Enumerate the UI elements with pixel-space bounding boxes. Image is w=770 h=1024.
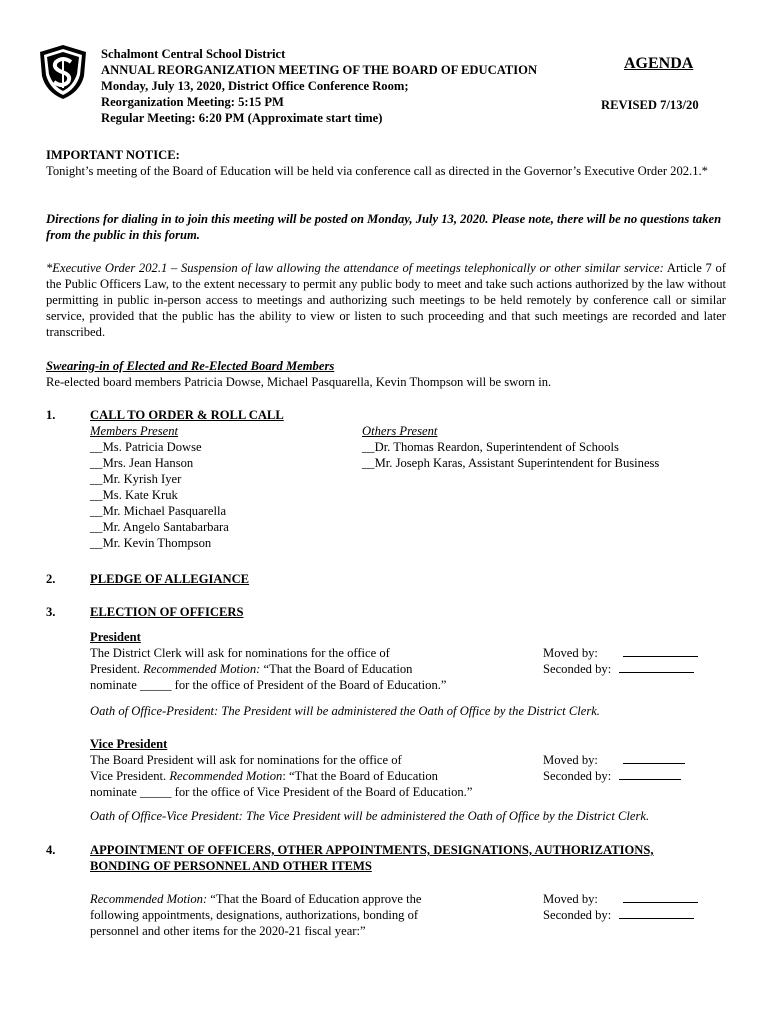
agenda-title: AGENDA	[624, 55, 694, 72]
notice-heading: IMPORTANT NOTICE:	[46, 148, 180, 162]
dialing-directions: Directions for dialing in to join this meeting will be posted on Monday, July 13, 2020. Please note, there will be no questions taken from the public in this forum.	[46, 212, 722, 242]
regular-meeting-time: Regular Meeting: 6:20 PM (Approximate start time)	[101, 111, 383, 125]
other-item: __Dr. Thomas Reardon, Superintendent of Schools	[362, 440, 619, 454]
president-heading: President	[90, 630, 141, 644]
executive-order	[46, 260, 726, 340]
revised-date: REVISED 7/13/20	[601, 98, 699, 112]
president-line-3: nominate _____ for the office of President of the Board of Education.”	[90, 678, 447, 692]
moved-by-label: Moved by:	[543, 892, 598, 906]
section-4-motion: Recommended Motion: “That the Board of Education approve the following appointments, designations, authorizations, bonding of personnel and other items for the 2020-21 fiscal year:”	[90, 892, 422, 938]
section-3-title: ELECTION OF OFFICERS	[90, 605, 244, 619]
president-moved-seconded	[543, 645, 698, 677]
section-1-number: 1.	[46, 408, 56, 422]
seconded-by-field	[619, 768, 681, 780]
district-name: Schalmont Central School District	[101, 47, 286, 61]
reorganization-time: Reorganization Meeting: 5:15 PM	[101, 95, 284, 109]
moved-by-field	[623, 752, 685, 764]
section-2-title: PLEDGE OF ALLEGIANCE	[90, 572, 250, 586]
swearing-in-heading: Swearing-in of Elected and Re-Elected Board Members	[46, 359, 335, 373]
member-item: __Ms. Patricia Dowse	[90, 440, 202, 454]
president-oath: Oath of Office-President: The President will be administered the Oath of Office by the District Clerk.	[90, 704, 600, 718]
seconded-by-label: Seconded by:	[543, 662, 612, 676]
vice-line-2: Vice President. Recommended Motion: “That the Board of Education	[90, 769, 438, 783]
section-2-number: 2.	[46, 572, 56, 586]
moved-by-field	[623, 891, 698, 903]
member-item: __Mrs. Jean Hanson	[90, 456, 194, 470]
vice-line-3: nominate _____ for the office of Vice President of the Board of Education.”	[90, 785, 473, 799]
document-header	[101, 46, 537, 126]
district-logo	[38, 44, 88, 100]
others-present-heading: Others Present	[362, 424, 438, 438]
moved-by-field	[623, 645, 698, 657]
important-notice	[46, 147, 726, 179]
seconded-by-label: Seconded by:	[543, 908, 612, 922]
meeting-date: Monday, July 13, 2020, District Office Conference Room;	[101, 79, 409, 93]
meeting-title: ANNUAL REORGANIZATION MEETING OF THE BOARD OF EDUCATION	[101, 63, 538, 77]
swearing-in	[46, 358, 726, 390]
vice-moved-seconded	[543, 752, 685, 784]
section-1-title: CALL TO ORDER & ROLL CALL	[90, 408, 284, 422]
executive-order-text: Article 7 of the Public Officers Law, to the extent necessary to permit any public body to meet and take such actions authorized by the law without permitting in public in-person access to meetings and authorizing such meetings to be held remotely by conference call or similar service, provided that the public has the ability to view or listen to such proceeding and that such meetings are recorded and later transcribed.	[46, 261, 726, 339]
member-item: __Mr. Michael Pasquarella	[90, 504, 227, 518]
member-item: __Ms. Kate Kruk	[90, 488, 178, 502]
president-line-1: The District Clerk will ask for nominations for the office of	[90, 646, 390, 660]
member-item: __Mr. Kyrish Iyer	[90, 472, 182, 486]
member-item: __Mr. Angelo Santabarbara	[90, 520, 229, 534]
president-block	[90, 629, 447, 693]
vice-president-oath: Oath of Office-Vice President: The Vice President will be administered the Oath of Office by the District Clerk.	[90, 809, 650, 823]
section-3-number: 3.	[46, 605, 56, 619]
other-item: __Mr. Joseph Karas, Assistant Superintendent for Business	[362, 456, 660, 470]
section-4-moved-seconded	[543, 891, 698, 923]
section-4-number: 4.	[46, 843, 56, 857]
members-present-heading: Members Present	[90, 424, 179, 438]
others-present	[362, 423, 659, 471]
president-line-2: President. Recommended Motion: “That the Board of Education	[90, 662, 413, 676]
vice-president-heading: Vice President	[90, 737, 168, 751]
moved-by-label: Moved by:	[543, 646, 598, 660]
section-4-title: APPOINTMENT OF OFFICERS, OTHER APPOINTMENTS, DESIGNATIONS, AUTHORIZATIONS, BONDING OF PERSONNEL AND OTHER ITEMS	[90, 843, 654, 873]
seconded-by-label: Seconded by:	[543, 769, 612, 783]
seconded-by-field	[619, 907, 694, 919]
moved-by-label: Moved by:	[543, 753, 598, 767]
vice-line-1: The Board President will ask for nominations for the office of	[90, 753, 402, 767]
executive-order-title: *Executive Order 202.1 – Suspension of law allowing the attendance of meetings telephonically or other similar service:	[46, 261, 664, 275]
vice-president-block	[90, 736, 472, 800]
notice-text: Tonight’s meeting of the Board of Education will be held via conference call as directed in the Governor’s Executive Order 202.1.*	[46, 164, 708, 178]
seconded-by-field	[619, 661, 694, 673]
swearing-in-text: Re-elected board members Patricia Dowse, Michael Pasquarella, Kevin Thompson will be sworn in.	[46, 375, 552, 389]
members-present	[90, 423, 229, 551]
member-item: __Mr. Kevin Thompson	[90, 536, 212, 550]
